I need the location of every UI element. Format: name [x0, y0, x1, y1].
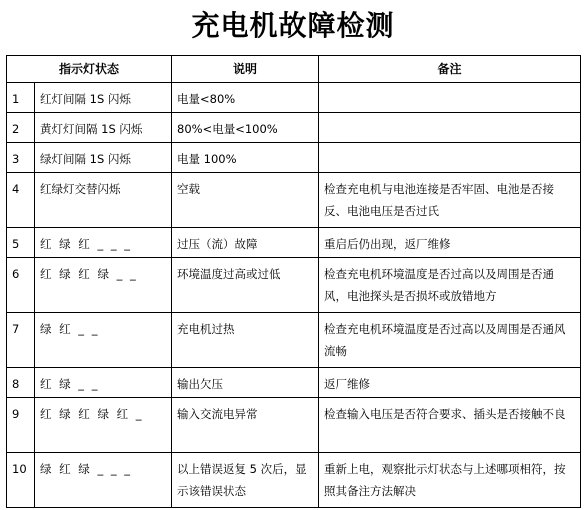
description: 电量 100% [172, 143, 319, 173]
indicator-state: 黄灯灯间隔 1S 闪烁 [35, 113, 172, 143]
row-number: 7 [7, 313, 35, 368]
row-number: 8 [7, 368, 35, 398]
indicator-state: 绿 红 _ _ [35, 313, 172, 368]
indicator-state: 红 绿 红 绿 红 _ [35, 398, 172, 453]
remark: 检查输入电压是否符合要求、插头是否接触不良 [319, 398, 581, 453]
indicator-state: 绿灯间隔 1S 闪烁 [35, 143, 172, 173]
remark: 检查充电机环境温度是否过高以及周围是否通风，电池探头是否损坏或放错地方 [319, 258, 581, 313]
fault-table [6, 55, 581, 508]
table-row [7, 83, 581, 113]
row-number: 6 [7, 258, 35, 313]
table-row [7, 228, 581, 258]
remark: 检查充电机与电池连接是否牢固、电池是否接反、电池电压是否过氏 [319, 173, 581, 228]
indicator-state: 红 绿 红 绿 _ _ [35, 258, 172, 313]
table-row [7, 313, 581, 368]
description: 80%<电量<100% [172, 113, 319, 143]
description: 过压（流）故障 [172, 228, 319, 258]
indicator-state: 红绿灯交替闪烁 [35, 173, 172, 228]
table-row [7, 113, 581, 143]
remark [319, 83, 581, 113]
row-number: 10 [7, 453, 35, 508]
description: 空载 [172, 173, 319, 228]
header-note: 备注 [319, 56, 581, 83]
indicator-state: 红 绿 红 _ _ _ [35, 228, 172, 258]
table-row [7, 143, 581, 173]
remark: 检查充电机环境温度是否过高以及周围是否通风流畅 [319, 313, 581, 368]
table-header-row [7, 56, 581, 83]
description: 输出欠压 [172, 368, 319, 398]
table-row [7, 398, 581, 453]
row-number: 9 [7, 398, 35, 453]
row-number: 1 [7, 83, 35, 113]
description: 环境温度过高或过低 [172, 258, 319, 313]
row-number: 3 [7, 143, 35, 173]
description: 电量<80% [172, 83, 319, 113]
remark: 重新上电，观察批示灯状态与上述哪项相符，按照其备注方法解决 [319, 453, 581, 508]
remark: 返厂维修 [319, 368, 581, 398]
row-number: 2 [7, 113, 35, 143]
remark [319, 143, 581, 173]
description: 以上错误返复 5 次后，显示该错误状态 [172, 453, 319, 508]
row-number: 4 [7, 173, 35, 228]
header-state: 指示灯状态 [7, 56, 172, 83]
table-row [7, 173, 581, 228]
indicator-state: 红 绿 _ _ [35, 368, 172, 398]
description: 充电机过热 [172, 313, 319, 368]
indicator-state: 红灯间隔 1S 闪烁 [35, 83, 172, 113]
page-title: 充电机故障检测 [191, 9, 395, 42]
table-row [7, 258, 581, 313]
header-desc: 说明 [172, 56, 319, 83]
description: 输入交流电异常 [172, 398, 319, 453]
row-number: 5 [7, 228, 35, 258]
table-row [7, 368, 581, 398]
remark: 重启后仍出现，返厂维修 [319, 228, 581, 258]
remark [319, 113, 581, 143]
table-row [7, 453, 581, 508]
indicator-state: 绿 红 绿 _ _ _ [35, 453, 172, 508]
